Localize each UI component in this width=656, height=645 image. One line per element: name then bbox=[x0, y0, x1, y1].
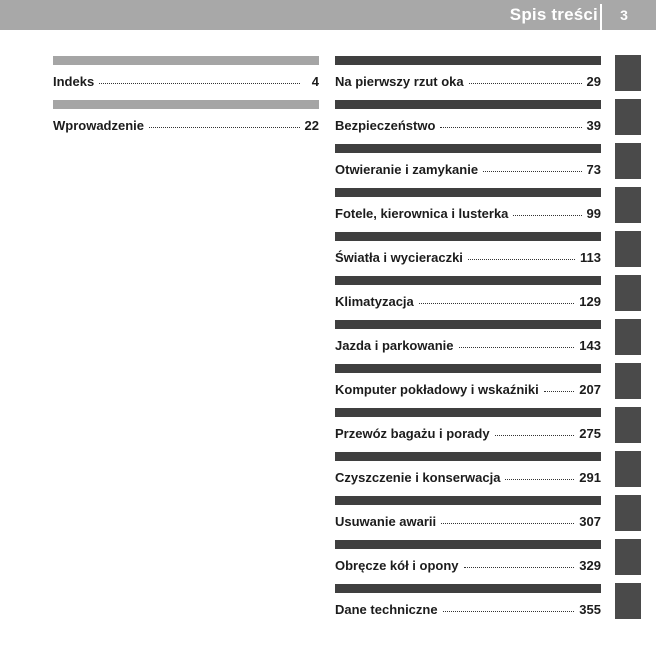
toc-entry-page: 329 bbox=[579, 558, 601, 573]
toc-entry-page: 275 bbox=[579, 426, 601, 441]
dot-leader bbox=[419, 302, 575, 304]
chapter-tab-4[interactable] bbox=[615, 187, 641, 223]
toc-entry-obrecze-kol-i-opony[interactable] bbox=[335, 549, 601, 584]
toc-entry-fotele-kierownica-i-lusterka[interactable] bbox=[335, 197, 601, 232]
chapter-tab-3[interactable] bbox=[615, 143, 641, 179]
toc-entry-wprowadzenie[interactable] bbox=[53, 109, 319, 144]
toc-entry-page: 22 bbox=[304, 118, 319, 133]
toc-entry-label: Obręcze kół i opony bbox=[335, 558, 459, 573]
toc-entry-page: 29 bbox=[586, 74, 601, 89]
dot-leader bbox=[544, 390, 575, 392]
page-title: Spis treści bbox=[509, 5, 598, 24]
toc-entry-page: 291 bbox=[579, 470, 601, 485]
chapter-tab-11[interactable] bbox=[615, 495, 641, 531]
toc-entry-na-pierwszy-rzut-oka[interactable] bbox=[335, 65, 601, 100]
dot-leader bbox=[513, 214, 581, 216]
toc-entry-page: 129 bbox=[579, 294, 601, 309]
toc-entry-label: Dane techniczne bbox=[335, 602, 438, 617]
toc-entry-label: Indeks bbox=[53, 74, 95, 89]
toc-entry-bezpieczenstwo[interactable] bbox=[335, 109, 601, 144]
toc-entry-swiatla-i-wycieraczki[interactable] bbox=[335, 241, 601, 276]
dot-leader bbox=[440, 126, 581, 128]
toc-entry-klimatyzacja[interactable] bbox=[335, 285, 601, 320]
section-bar bbox=[335, 408, 601, 417]
toc-entry-label: Przewóz bagażu i porady bbox=[335, 426, 490, 441]
chapter-tab-9[interactable] bbox=[615, 407, 641, 443]
toc-entry-czyszczenie-i-konserwacja[interactable] bbox=[335, 461, 601, 496]
toc-entry-label: Na pierwszy rzut oka bbox=[335, 74, 464, 89]
toc-entry-page: 113 bbox=[580, 250, 601, 265]
toc-entry-komputer-pokladowy-i-wskazniki[interactable] bbox=[335, 373, 601, 408]
dot-leader bbox=[443, 610, 575, 612]
section-bar bbox=[53, 100, 319, 109]
toc-entry-page: 355 bbox=[579, 602, 601, 617]
toc-entry-page: 73 bbox=[586, 162, 601, 177]
toc-entry-label: Usuwanie awarii bbox=[335, 514, 437, 529]
chapter-tab-7[interactable] bbox=[615, 319, 641, 355]
chapter-thumb-tabs bbox=[615, 55, 641, 627]
dot-leader bbox=[495, 434, 575, 436]
dot-leader bbox=[99, 82, 300, 84]
section-bar bbox=[335, 452, 601, 461]
toc-entry-label: Komputer pokładowy i wskaźniki bbox=[335, 382, 539, 397]
toc-entry-indeks[interactable] bbox=[53, 65, 319, 100]
dot-leader bbox=[483, 170, 581, 172]
section-bar bbox=[335, 232, 601, 241]
section-bar bbox=[335, 144, 601, 153]
dot-leader bbox=[469, 82, 582, 84]
toc-right-column bbox=[335, 56, 601, 628]
page-header bbox=[0, 0, 656, 30]
chapter-tab-6[interactable] bbox=[615, 275, 641, 311]
section-bar bbox=[335, 188, 601, 197]
dot-leader bbox=[149, 126, 300, 128]
toc-entry-page: 99 bbox=[586, 206, 601, 221]
toc-entry-page: 39 bbox=[586, 118, 601, 133]
toc-entry-label: Światła i wycieraczki bbox=[335, 250, 463, 265]
section-bar bbox=[335, 496, 601, 505]
toc-entry-dane-techniczne[interactable] bbox=[335, 593, 601, 628]
toc-entry-jazda-i-parkowanie[interactable] bbox=[335, 329, 601, 364]
dot-leader bbox=[459, 346, 575, 348]
toc-entry-label: Fotele, kierownica i lusterka bbox=[335, 206, 509, 221]
toc-entry-label: Otwieranie i zamykanie bbox=[335, 162, 479, 177]
toc-entry-page: 307 bbox=[579, 514, 601, 529]
chapter-tab-5[interactable] bbox=[615, 231, 641, 267]
section-bar bbox=[335, 320, 601, 329]
toc-entry-przewoz-bagazu-i-porady[interactable] bbox=[335, 417, 601, 452]
section-bar bbox=[335, 100, 601, 109]
section-bar bbox=[335, 364, 601, 373]
chapter-tab-13[interactable] bbox=[615, 583, 641, 619]
toc-entry-otwieranie-i-zamykanie[interactable] bbox=[335, 153, 601, 188]
section-bar bbox=[335, 56, 601, 65]
chapter-tab-2[interactable] bbox=[615, 99, 641, 135]
toc-entry-label: Czyszczenie i konserwacja bbox=[335, 470, 501, 485]
chapter-tab-12[interactable] bbox=[615, 539, 641, 575]
section-bar bbox=[335, 276, 601, 285]
chapter-tab-10[interactable] bbox=[615, 451, 641, 487]
toc-entry-label: Jazda i parkowanie bbox=[335, 338, 454, 353]
section-bar bbox=[335, 584, 601, 593]
toc-entry-page: 143 bbox=[579, 338, 601, 353]
dot-leader bbox=[441, 522, 574, 524]
chapter-tab-1[interactable] bbox=[615, 55, 641, 91]
toc-entry-page: 207 bbox=[579, 382, 601, 397]
dot-leader bbox=[505, 478, 574, 480]
section-bar bbox=[53, 56, 319, 65]
page-number: 3 bbox=[620, 7, 628, 23]
toc-entry-usuwanie-awarii[interactable] bbox=[335, 505, 601, 540]
toc-entry-label: Wprowadzenie bbox=[53, 118, 145, 133]
toc-left-column bbox=[53, 56, 319, 144]
chapter-tab-8[interactable] bbox=[615, 363, 641, 399]
toc-entry-label: Bezpieczeństwo bbox=[335, 118, 436, 133]
section-bar bbox=[335, 540, 601, 549]
dot-leader bbox=[468, 258, 575, 260]
toc-entry-label: Klimatyzacja bbox=[335, 294, 414, 309]
toc-entry-page: 4 bbox=[311, 74, 319, 89]
dot-leader bbox=[464, 566, 575, 568]
